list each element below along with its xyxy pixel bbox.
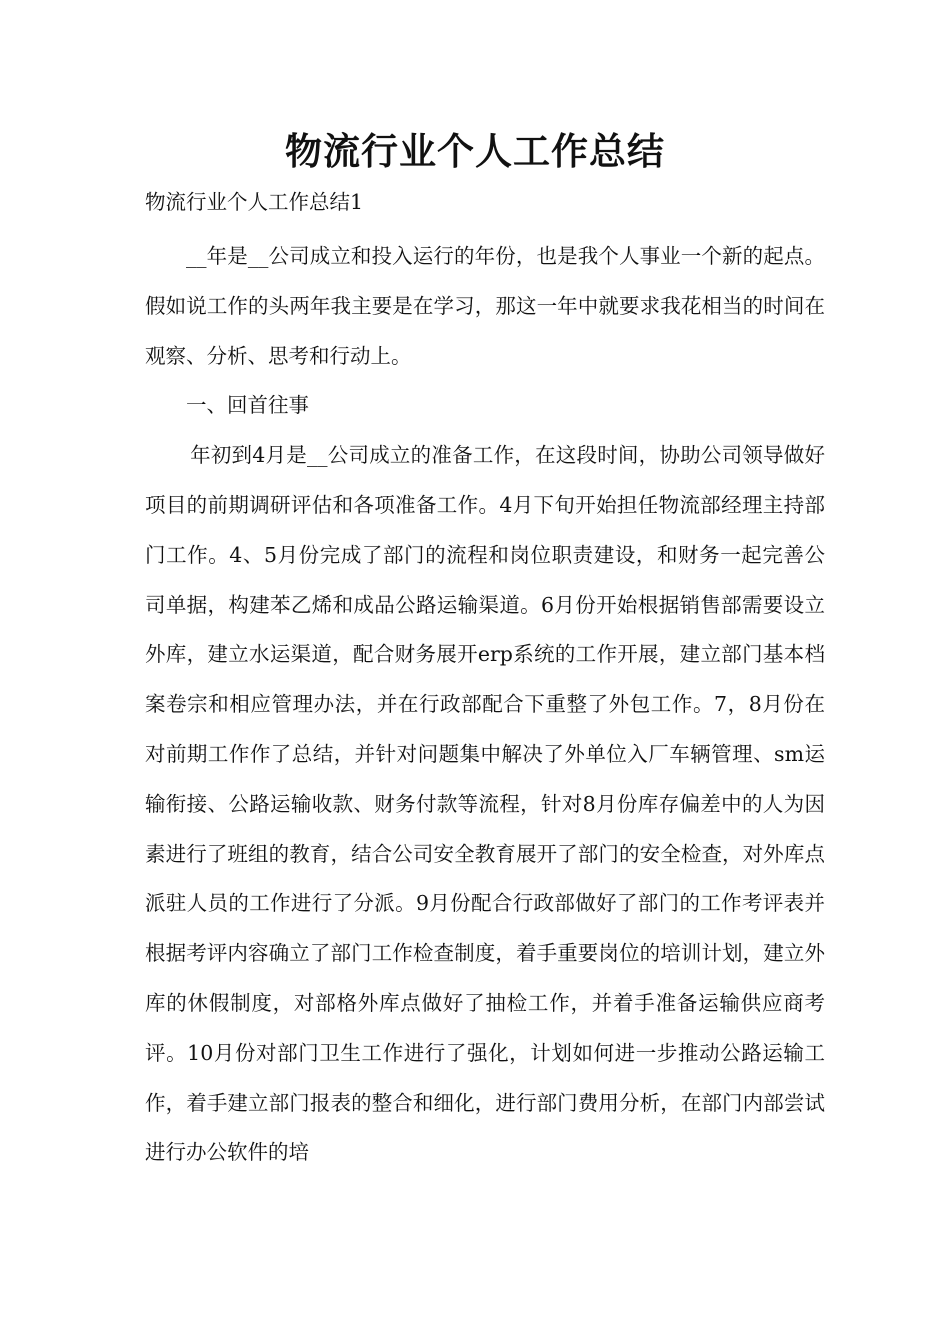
section-heading-review: 一、回首往事 (186, 393, 309, 418)
paragraph-review: 年初到4月是__公司成立的准备工作，在这段时间，协助公司领导做好项目的前期调研评估和各项准备工作。4月下旬开始担任物流部经理主持部门工作。4、5月份完成了部门的流程和岗位职责建设，和财务一起完善公司单据，构建苯乙烯和成品公路运输渠道。6月份开始根据销售部需要设立外库，建立水运渠道，配合财务展开erp系统的工作开展，建立部门基本档案卷宗和相应管理办法，并在行政部配合下重整了外包工作。7，8月份在对前期工作作了总结，并针对问题集中解决了外单位入厂车辆管理、sm运输衔接、公路运输收款、财务付款等流程，针对8月份库存偏差中的人为因素进行了班组的教育，结合公司安全教育展开了部门的安全检查，对外库点派驻人员的工作进行了分派。9月份配合行政部做好了部门的工作考评表并根据考评内容确立了部门工作检查制度，着手重要岗位的培训计划，建立外库的休假制度，对部格外库点做好了抽检工作，并着手准备运输供应商考评。10月份对部门卫生工作进行了强化，计划如何进一步推动公路运输工作，着手建立部门报表的整合和细化，进行部门费用分析，在部门内部尝试进行办公软件的培 (145, 443, 825, 1165)
paragraph-intro: __年是__公司成立和投入运行的年份，也是我个人事业一个新的起点。假如说工作的头两年我主要是在学习，那这一年中就要求我花相当的时间在观察、分析、思考和行动上。 (145, 244, 825, 368)
document-subtitle: 物流行业个人工作总结1 (145, 190, 364, 214)
document-title: 物流行业个人工作总结 (285, 130, 665, 173)
document-body (145, 232, 825, 1178)
